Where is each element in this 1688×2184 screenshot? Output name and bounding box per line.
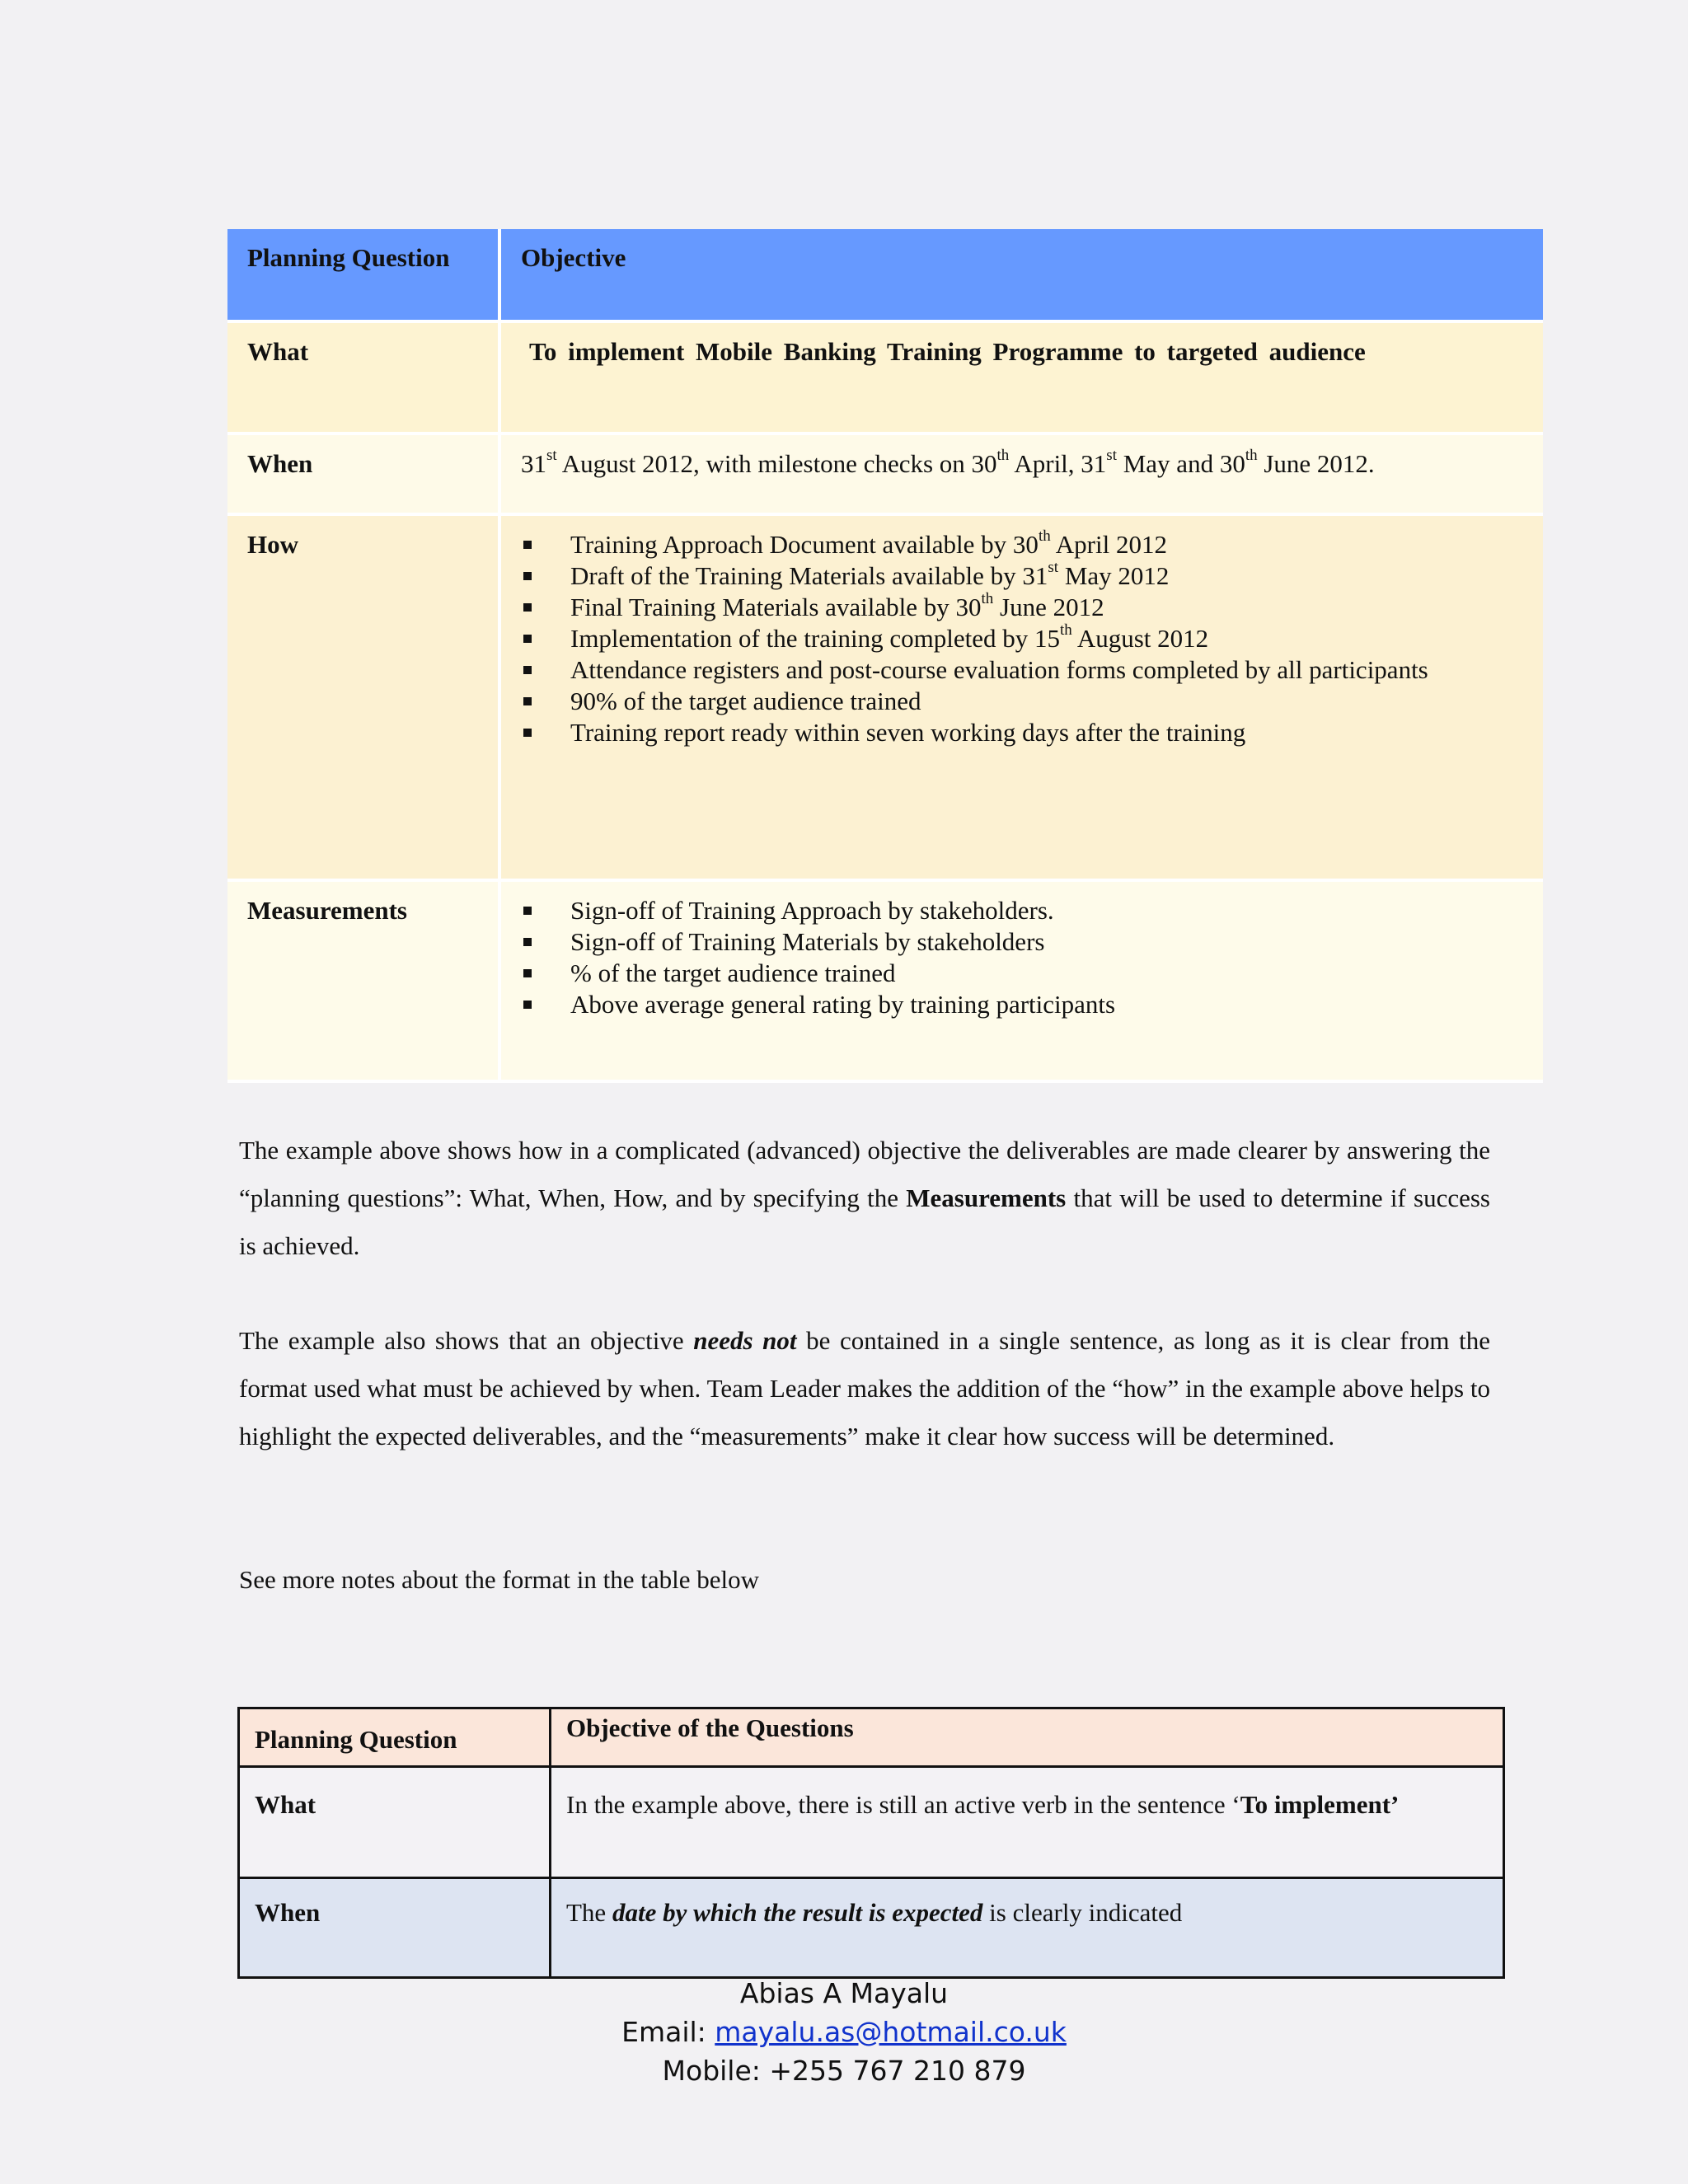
when-text-part: 31 [521, 449, 546, 478]
when-text-part: April, 31 [1009, 449, 1107, 478]
objective-notes-table [237, 1707, 1505, 1979]
row-label-when: When [239, 1878, 551, 1978]
column-header-objective: Objective [501, 229, 1543, 323]
when-sup: st [1106, 446, 1117, 464]
author-mobile: Mobile: +255 767 210 879 [662, 2055, 1026, 2087]
column-header-planning-question: Planning Question [227, 229, 501, 323]
table-row-how [227, 516, 1543, 882]
when-text-part: May and 30 [1116, 449, 1245, 478]
row-label-measurements: Measurements [227, 882, 501, 1083]
paragraph-see-more: See more notes about the format in the table below [239, 1565, 760, 1594]
list-item: 90% of the target audience trained [521, 686, 1523, 717]
table-header-row [239, 1708, 1504, 1767]
when-text-part: August 2012, with milestone checks on 30 [556, 449, 997, 478]
author-name: Abias A Mayalu [739, 1977, 949, 2009]
row-value-when [501, 435, 1543, 516]
list-item: Attendance registers and post-course evaluation forms completed by all participants [521, 654, 1523, 686]
page-footer [0, 1974, 1688, 2090]
row-value-measurements [501, 882, 1543, 1083]
email-link[interactable]: mayalu.as@hotmail.co.uk [715, 2016, 1067, 2048]
row-value-when: The date by which the result is expected is clearly indicated [551, 1878, 1504, 1978]
objective-planning-table [227, 229, 1543, 1083]
row-value-how [501, 516, 1543, 882]
when-text-part: June 2012. [1257, 449, 1375, 478]
measurements-bullet-list [521, 895, 1523, 1020]
row-label-when: When [227, 435, 501, 516]
row-label-what: What [239, 1767, 551, 1878]
list-item: Final Training Materials available by 30th June 2012 [521, 592, 1523, 623]
list-item: % of the target audience trained [521, 958, 1523, 989]
table-row-what [239, 1767, 1504, 1878]
row-label-how: How [227, 516, 501, 882]
list-item: Sign-off of Training Materials by stakeholders [521, 926, 1523, 958]
list-item: Draft of the Training Materials available by 31st May 2012 [521, 560, 1523, 592]
how-bullet-list [521, 529, 1523, 748]
author-email-line: Email: mayalu.as@hotmail.co.uk [621, 2016, 1067, 2048]
what-objective-text: To implement Mobile Banking Training Programme to targeted audience [529, 337, 1366, 366]
list-item: Above average general rating by training participants [521, 989, 1523, 1020]
paragraph-objective-format: The example also shows that an objective needs not be contained in a single sentence, as long as it is clear from the format used what must be achieved by when. Team Leader makes the addition of the “how” in the example above helps to highlight the expected deliverables, and the “measurements” make it clear how success will be determined. [239, 1326, 1491, 1451]
list-item: Sign-off of Training Approach by stakeholders. [521, 895, 1523, 926]
row-value-what [501, 323, 1543, 435]
table-row-when [227, 435, 1543, 516]
table-header-row [227, 229, 1543, 323]
paragraph-planning-questions: The example above shows how in a complicated (advanced) objective the deliverables are made clearer by answering the “planning questions”: What, When, How, and by specifying the Measurements that will be used to determine if success is achieved. [239, 1136, 1490, 1260]
list-item: Implementation of the training completed by 15th August 2012 [521, 623, 1523, 654]
when-sup: th [996, 446, 1010, 464]
row-value-what: In the example above, there is still an active verb in the sentence ‘To implement’ [551, 1767, 1504, 1878]
column-header-objective-of-questions: Objective of the Questions [551, 1708, 1504, 1767]
row-label-what: What [227, 323, 501, 435]
table-row-when [239, 1878, 1504, 1978]
column-header-planning-question: Planning Question [239, 1708, 551, 1767]
when-sup: st [546, 446, 557, 464]
list-item: Training report ready within seven working days after the training [521, 717, 1523, 748]
table-row-measurements [227, 882, 1543, 1083]
list-item: Training Approach Document available by 30th April 2012 [521, 529, 1523, 560]
when-sup: th [1245, 446, 1258, 464]
table-row-what [227, 323, 1543, 435]
